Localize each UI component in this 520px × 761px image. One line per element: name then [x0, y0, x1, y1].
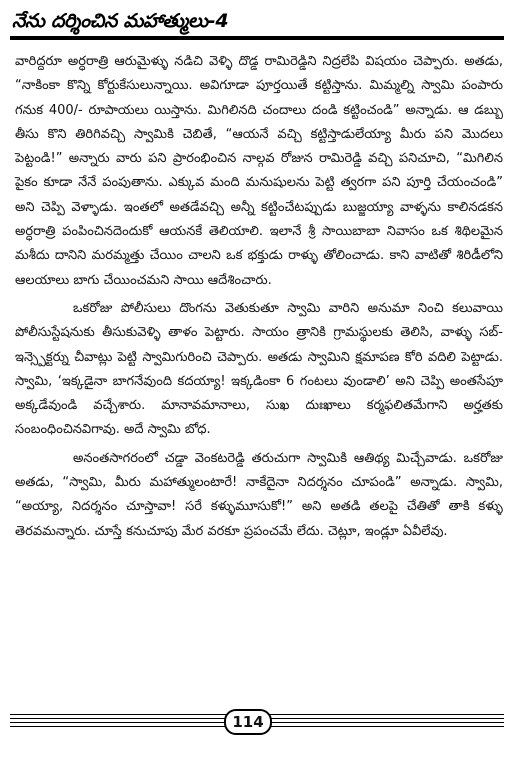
paragraph-3: అనంతసాగరంలో చడ్డా వెంకటరెడ్డి తరుచుగా స్వామికి ఆతిథ్య మిచ్చేవాడు. ఒకరోజు అతడు, “స్వామి, మీరు మహాత్ములంటారే! నాకేదైనా నిదర్శనం చూపండి” అన్నాడు. స్వామి, “అయ్యా, నిదర్శనం చూస్తావా! సరే కళ్ళుమూసుకో!” అని అతడి తలపై చేతితో తాకి కళ్ళు తెరవమన్నారు. చూస్తే కనుచూపు మేర వరకూ ప్రపంచమే లేదు. చెట్లూ, ఇండ్లూ ఏవీలేవు. [15, 450, 503, 539]
page-body [15, 50, 503, 548]
paragraph-1: వారిద్దరూ అర్ధరాత్రి ఆరుమైళ్ళు నడిచి వెళ్ళి దొడ్డ రామిరెడ్డిని నిద్రలేపి విషయం చెప్పారు. అతడు, “నాకింకా కొన్ని కోర్టుకేసులున్నాయి. అవిగూడా పూర్తయితే కట్టిస్తాను. మిమ్మల్ని స్వామి పంపారు గనుక 400/- రూపాయలు యిస్తాను. మిగిలినది చందాలు దండి కట్టించండి” అన్నాడు. ఆ డబ్బు తీసు కొని తిరిగివచ్చి స్వామికి చెబితే, “ఆయనే వచ్చి కట్టిస్తాడులేయ్యా మీరు పని మొదలు పెట్టండి!” అన్నారు వారు పని ప్రారంభించిన నాల్గవ రోజున రామిరెడ్డి వచ్చి పనిచూచి, “మిగిలిన పైకం కూడా నేనే పంపుతాను. ఎక్కువ మంది మనుషులను పెట్టి త్వరగా పని పూర్తి చేయంచండి” అని చెప్పి వెళ్ళాడు. ఇంతలో అతడేవచ్చి అన్నీ కట్టించేటప్పుడు బుజ్జయ్యా వాళ్ళను కాలినడకన అర్ధరాత్రి పంపించినదెందుకో ఆయనకే తెలియాలి. ఇలానే శ్రీ సాయిబాబా నివాసం ఒక శిథిలమైన మశీదు దానిని మరమ్మత్తు చేయిం చాలని ఒక భక్తుడు రాళ్ళు తోలించాడు. కాని వాటితో శిరిడీలోని ఆలయాలు బాగు చేయించమని సాయి ఆదేశించారు. [15, 54, 503, 288]
paragraph-2: ఒకరోజు పోలీసులు దొంగను వెతుకుతూ స్వామి వారిని అనుమా నించి కలువాయి పోలీసుస్టేషనుకు తీసుకువెళ్ళి తాళం పెట్టారు. సాయం త్రానికి గ్రామస్థులకు తెలిసి, వాళ్ళు సబ్-ఇన్స్పెక్టర్ను చీవాట్లు పెట్టి స్వామిగురించి చెప్పారు. అతడు స్వామిని క్షమాపణ కోరి వదిలి పెట్టాడు. స్వామి, ‘ఇక్కడైనా బాగనేవుంది కదయ్యా! ఇక్కడింకా 6 గంటలు వుండాలి’ అని చెప్పి అంతసేపూ అక్కడేవుండి వచ్చేశారు. మానావమానాలు, సుఖ దుఃఖాలు కర్మఫలితమేగాని అర్హతకు సంబంధించినవిగావు. అదే స్వామి బోధ. [15, 300, 503, 438]
header-divider [10, 36, 504, 40]
running-header-title: నేను దర్శించిన మహాత్ములు-4 [12, 10, 229, 32]
page-number-badge: 114 [224, 709, 272, 735]
